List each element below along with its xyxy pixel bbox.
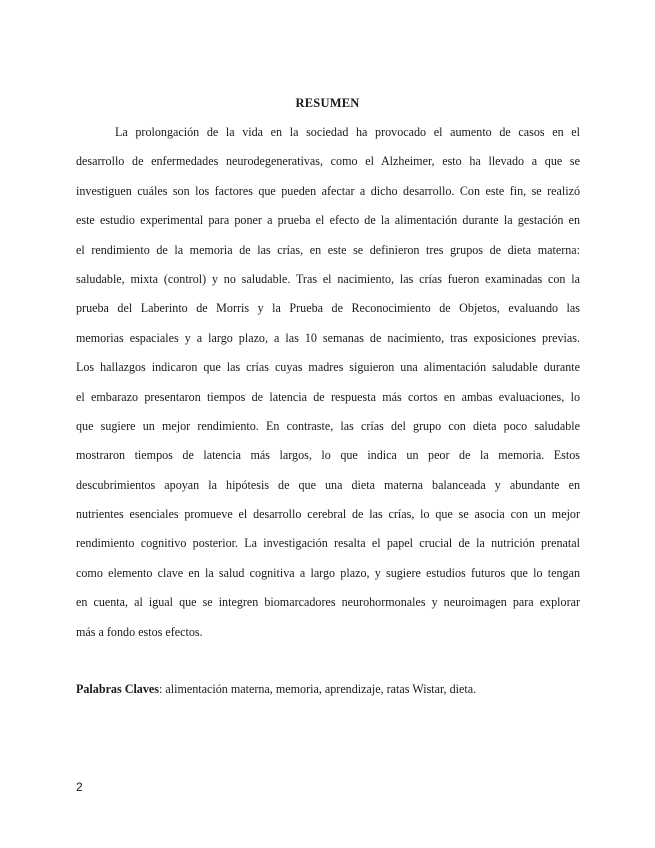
abstract-line: en cuenta, al igual que se integren biomarcadores neurohormonales y neuroimagen para explorar: [76, 595, 580, 610]
abstract-line: este estudio experimental para poner a prueba el efecto de la alimentación durante la gestación en: [76, 213, 580, 228]
abstract-line: rendimiento cognitivo posterior. La investigación resalta el papel crucial de la nutrición prenatal: [76, 536, 580, 551]
page-number: 2: [76, 780, 83, 794]
abstract-line: investiguen cuáles son los factores que pueden afectar a dicho desarrollo. Con este fin, se realizó: [76, 183, 580, 198]
abstract-line: el embarazo presentaron tiempos de latencia de respuesta más cortos en ambas evaluaciones, lo: [76, 389, 580, 404]
abstract-line: mostraron tiempos de latencia más largos, lo que indica un peor de la memoria. Estos: [76, 448, 580, 463]
keywords-label: Palabras Claves: [76, 682, 159, 696]
keywords-paragraph: [76, 680, 580, 698]
abstract-line: La prolongación de la vida en la sociedad ha provocado el aumento de casos en el: [115, 125, 580, 139]
keywords-text: : alimentación materna, memoria, aprendizaje, ratas Wistar, dieta.: [158, 682, 477, 696]
abstract-line: descubrimientos apoyan la hipótesis de que una dieta materna balanceada y abundante en: [76, 477, 580, 492]
section-title: RESUMEN: [295, 96, 360, 110]
abstract-line: desarrollo de enfermedades neurodegenerativas, como el Alzheimer, esto ha llevado a que se: [76, 154, 580, 169]
abstract-line: memorias espaciales y a largo plazo, a las 10 semanas de nacimiento, tras exposiciones previas.: [76, 330, 580, 345]
abstract-line: prueba del Laberinto de Morris y la Prueba de Reconocimiento de Objetos, evaluando las: [76, 301, 580, 316]
abstract-body: [76, 118, 580, 647]
abstract-line: que sugiere un mejor rendimiento. En contraste, las crías del grupo con dieta poco saludable: [76, 418, 580, 433]
abstract-line: saludable, mixta (control) y no saludable. Tras el nacimiento, las crías fueron examinadas con la: [76, 271, 580, 286]
abstract-line: más a fondo estos efectos.: [76, 624, 203, 639]
abstract-line: nutrientes esenciales promueve el desarrollo cerebral de las crías, lo que se asocia con un mejor: [76, 507, 580, 522]
abstract-line: como elemento clave en la salud cognitiva a largo plazo, y sugiere estudios futuros que lo tengan: [76, 565, 580, 580]
abstract-line: el rendimiento de la memoria de las crías, en este se definieron tres grupos de dieta materna:: [76, 242, 580, 257]
abstract-line: Los hallazgos indicaron que las crías cuyas madres siguieron una alimentación saludable durante: [76, 360, 580, 375]
